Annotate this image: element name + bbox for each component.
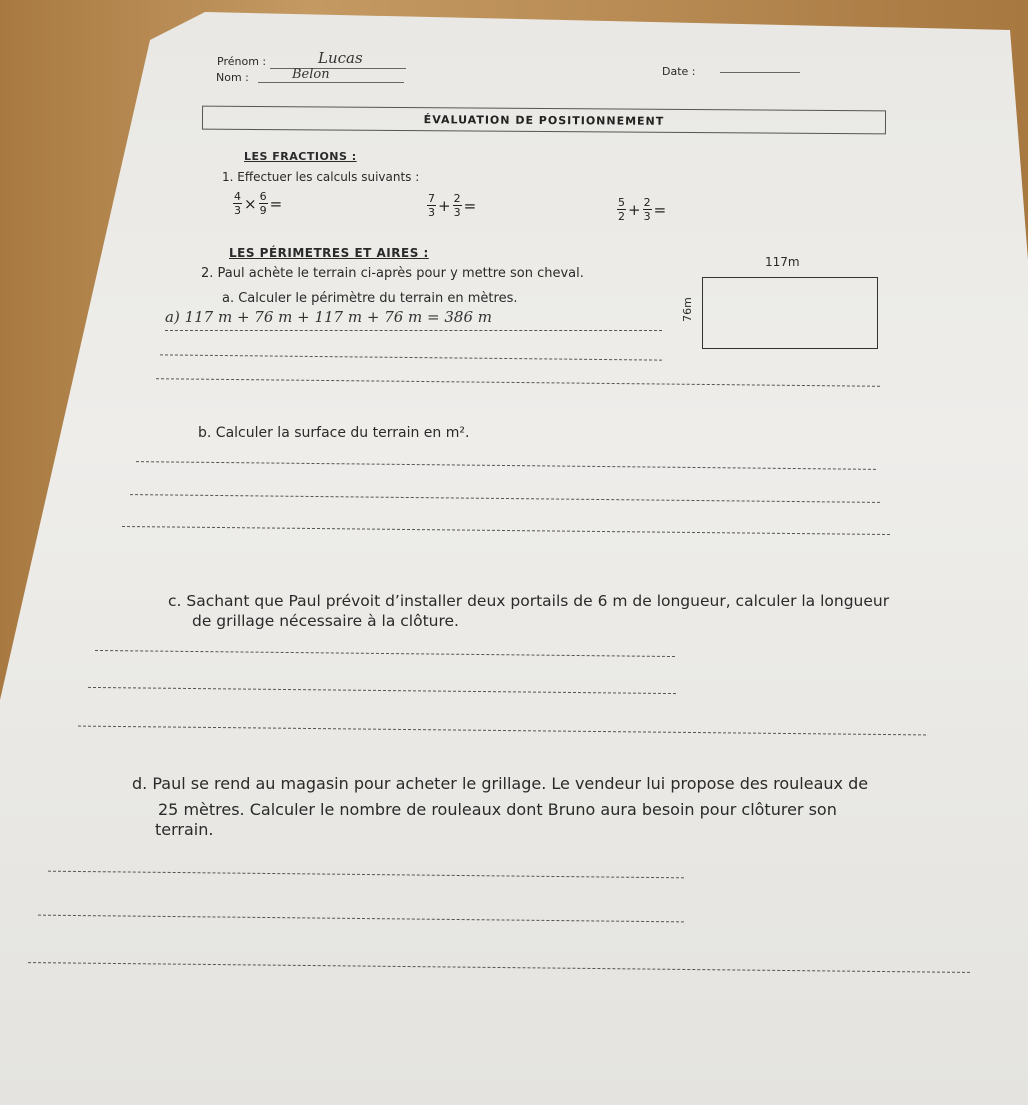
perimetres-heading: LES PÉRIMETRES ET AIRES : xyxy=(229,246,429,260)
equals: = xyxy=(269,194,283,213)
nom-value: Belon xyxy=(292,67,330,82)
question-2c-line1: c. Sachant que Paul prévoit d’installer deux portails de 6 m de longueur, calculer la longueur xyxy=(168,592,890,610)
title-box xyxy=(202,106,886,135)
fraction: $\frac{5}{2}$ xyxy=(618,196,625,223)
fraction-expression-3 xyxy=(617,196,666,223)
fraction: $\frac{2}{3}$ xyxy=(453,192,461,219)
operator: + xyxy=(438,196,451,215)
date-underline xyxy=(720,72,800,73)
prenom-underline xyxy=(270,68,406,69)
figure-height-label: 76m xyxy=(680,297,694,322)
answer-2a: a) 117 m + 76 m + 117 m + 76 m = 386 m xyxy=(165,308,493,326)
equals: = xyxy=(463,196,477,215)
fraction: $\frac{2}{3}$ xyxy=(643,196,651,223)
prenom-value: Lucas xyxy=(318,49,363,67)
operator: × xyxy=(244,194,257,213)
question-2c-line2: de grillage nécessaire à la clôture. xyxy=(192,612,459,630)
fractions-heading: LES FRACTIONS : xyxy=(244,150,357,163)
question-1: 1. Effectuer les calculs suivants : xyxy=(222,170,420,184)
terrain-rectangle xyxy=(702,277,878,349)
question-2d-line2: 25 mètres. Calculer le nombre de rouleaux dont Bruno aura besoin pour clôturer son xyxy=(158,800,837,819)
figure-width-label: 117m xyxy=(765,255,800,269)
fraction-expression-1 xyxy=(233,190,282,217)
date-label: Date : xyxy=(662,65,696,78)
fraction-expression-2 xyxy=(427,192,476,219)
question-2d-line3: terrain. xyxy=(155,820,214,839)
prenom-label: Prénom : xyxy=(217,55,267,68)
nom-label: Nom : xyxy=(216,71,249,84)
question-2a: a. Calculer le périmètre du terrain en mètres. xyxy=(222,291,518,306)
question-2: 2. Paul achète le terrain ci-après pour y mettre son cheval. xyxy=(201,266,584,281)
equals: = xyxy=(653,200,667,219)
nom-underline xyxy=(258,82,404,83)
answer-line xyxy=(165,330,662,331)
fraction: $\frac{4}{3}$ xyxy=(234,190,241,217)
question-2d-line1: d. Paul se rend au magasin pour acheter le grillage. Le vendeur lui propose des rouleaux de xyxy=(132,774,869,793)
fraction: $\frac{7}{3}$ xyxy=(428,192,435,219)
page-title: ÉVALUATION DE POSITIONNEMENT xyxy=(423,113,665,128)
question-2b: b. Calculer la surface du terrain en m². xyxy=(198,425,470,441)
fraction: $\frac{6}{9}$ xyxy=(259,190,267,217)
operator: + xyxy=(628,200,641,219)
